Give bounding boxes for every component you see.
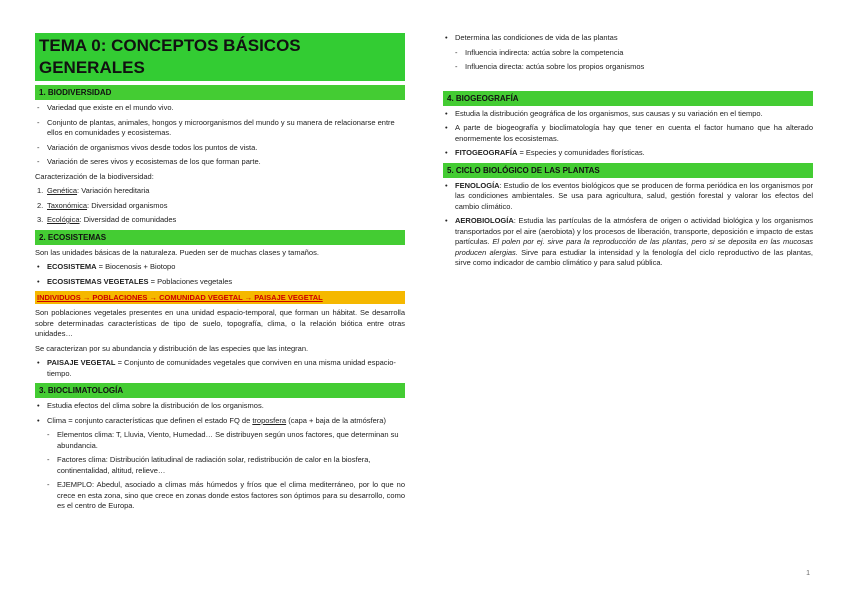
sub-list-item: - Influencia indirecta: actúa sobre la competencia: [455, 47, 624, 57]
list-item: • Estudia efectos del clima sobre la distribución de los organismos.: [37, 401, 264, 410]
paragraph: Se caracterizan por su abundancia y distribución de las especies que las integran.: [35, 343, 309, 353]
sub-list-item: - Elementos clima: T, Lluvia, Viento, Humedad… Se distribuyen según unos factores, que determinan su abundancia.: [47, 430, 399, 450]
paragraph: Caracterización de la biodiversidad:: [35, 171, 154, 181]
numbered-item: 2. Taxonómica: Diversidad organismos: [37, 200, 168, 210]
section-heading-biogeografia: 4. BIOGEOGRAFÍA: [443, 91, 813, 106]
left-column: [35, 33, 405, 516]
numbered-item: 1. Genética: Variación hereditaria: [37, 186, 150, 195]
numbered-item: 3. Ecológica: Diversidad de comunidades: [37, 215, 177, 224]
page-number: 1: [806, 570, 810, 577]
list-item: • FITOGEOGRAFÍA = Especies y comunidades florísticas.: [445, 148, 645, 157]
list-item: - Conjunto de plantas, animales, hongos y microorganismos del mundo y su manera de relacionarse entre ellos en comunidades y ecosistemas.: [37, 117, 395, 137]
list-item: • ECOSISTEMA = Biocenosis + Biotopo: [37, 262, 176, 271]
list-item: • AEROBIOLOGÍA: Estudia las partículas de la atmósfera de origen o actividad biológica y los organismos transportados por el aire (aerobiota) y los procesos de liberación, transporte, deposición e impacto de estas partículas. El polen por ej. sirve para la reproducción de las plantas, pero si se deposita en las mucosas producen alergias. Sirve para estudiar la intensidad y la fenología del ciclo reproductivo de las plantas, sirve como indicador de cambio climático y para salud pública.: [445, 216, 813, 267]
list-item: - Variedad que existe en el mundo vivo.: [37, 103, 174, 112]
list-item: • Clima = conjunto características que definen el estado FQ de troposfera (capa + baja de la atmósfera): [37, 415, 386, 425]
section-heading-bioclimatologia: 3. BIOCLIMATOLOGÍA: [35, 383, 405, 398]
page-title: TEMA 0: CONCEPTOS BÁSICOS GENERALES: [35, 33, 405, 81]
sub-list-item: - Influencia directa: actúa sobre los propios organismos: [455, 62, 645, 71]
sub-list-item: - EJEMPLO: Abedul, asociado a climas más húmedos y fríos que el clima mediterráneo, por lo que no crece en esta zona, sino que crece en zonas donde estos factores son óptimos para su desarrollo, como es el centro de Europa.: [47, 480, 405, 510]
paragraph: Son poblaciones vegetales presentes en una unidad espacio-temporal, que forman un hábitat. Se desarrolla sobre determinadas características de tipo de suelo, topografía, clima, o la relación biótica entre otras unidades…: [35, 308, 405, 338]
list-item: • A parte de biogeografía y bioclimatología hay que tener en cuenta el factor humano que ha alterado enormemente los ecosistemas.: [445, 123, 813, 143]
paragraph: Son las unidades básicas de la naturaleza. Pueden ser de muchas clases y tamaños.: [35, 247, 319, 257]
right-column: [443, 33, 813, 273]
list-item: • Determina las condiciones de vida de las plantas: [445, 33, 618, 42]
list-item: • Estudia la distribución geográfica de los organismos, sus causas y su variación en el tiempo.: [445, 108, 763, 118]
section-heading-biodiversidad: 1. BIODIVERSIDAD: [35, 85, 405, 100]
hierarchy-banner: INDIVIDUOS → POBLACIONES → COMUNIDAD VEGETAL → PAISAJE VEGETAL: [35, 291, 405, 304]
list-item: - Variación de seres vivos y ecosistemas de los que forman parte.: [37, 157, 261, 166]
section-heading-ciclo-biologico: 5. CICLO BIOLÓGICO DE LAS PLANTAS: [443, 163, 813, 178]
spacer: [443, 77, 813, 89]
list-item: • FENOLOGÍA: Estudio de los eventos biológicos que se producen de forma periódica en los organismos por las condiciones ambientales. Se usa para agricultura, salud, gestión forestal y valorar los efectos del cambio climático.: [445, 180, 813, 211]
sub-list-item: - Factores clima: Distribución latitudinal de radiación solar, redistribución de calor en la biosfera, continentalidad, altitud, relieve…: [47, 455, 371, 475]
list-item: - Variación de organismos vivos desde todos los puntos de vista.: [37, 142, 258, 152]
list-item: • ECOSISTEMAS VEGETALES = Poblaciones vegetales: [37, 276, 233, 286]
list-item: • PAISAJE VEGETAL = Conjunto de comunidades vegetales que conviven en una misma unidad espacio-tiempo.: [37, 358, 396, 378]
section-heading-ecosistemas: 2. ECOSISTEMAS: [35, 230, 405, 245]
